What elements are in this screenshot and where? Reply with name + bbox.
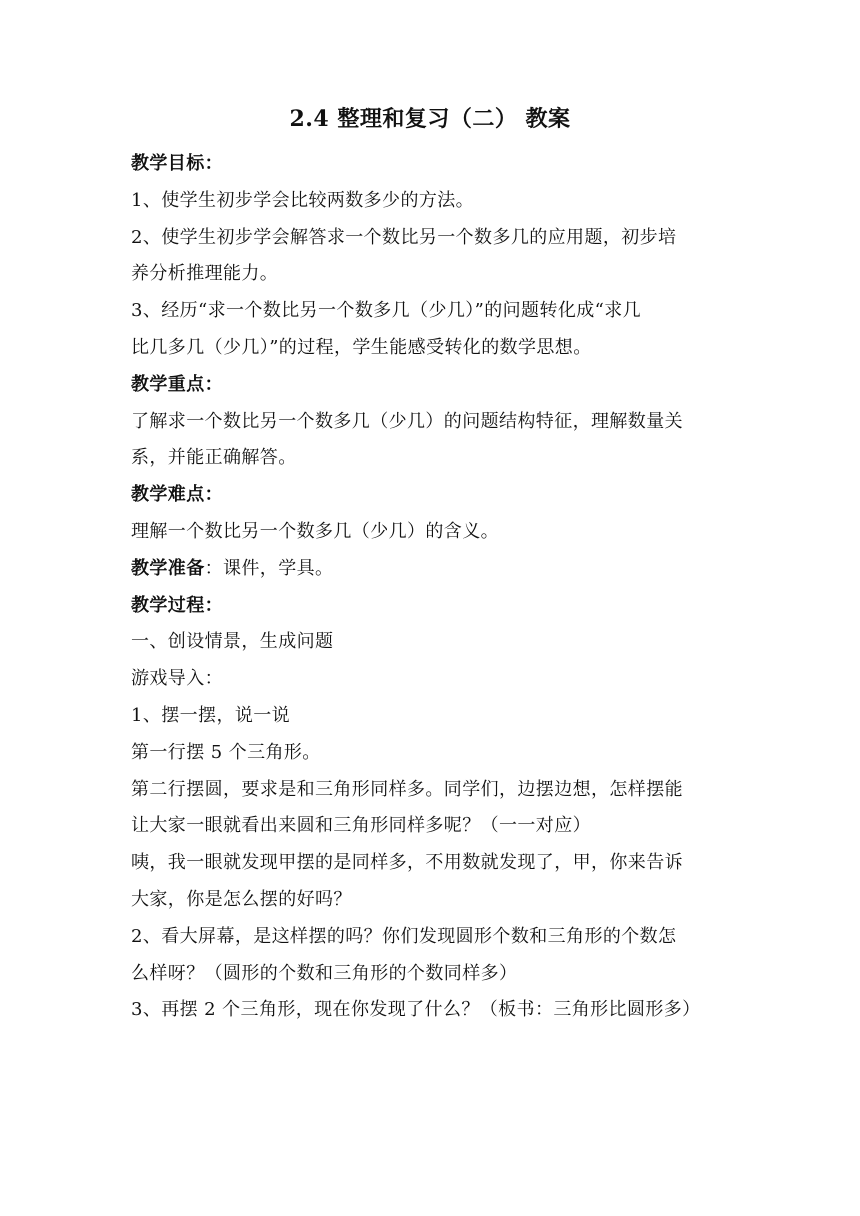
objective-3-line-1: 3、经历“求一个数比另一个数多几（少几）”的问题转化成“求几: [131, 300, 642, 322]
objective-1: 1、使学生初步学会比较两数多少的方法。: [131, 189, 475, 211]
document-body: [131, 146, 731, 1029]
heading-teaching-process: 教学过程：: [131, 594, 223, 616]
section-one-title: 一、创设情景，生成问题: [131, 631, 334, 653]
step-2-line-1: 2、看大屏幕，是这样摆的吗？你们发现圆形个数和三角形的个数怎: [131, 925, 677, 947]
step-1-detail-3-line-1: 咦，我一眼就发现甲摆的是同样多，不用数就发现了，甲，你来告诉: [131, 852, 683, 874]
step-2-line-2: 么样呀？（圆形的个数和三角形的个数同样多）: [131, 962, 518, 984]
heading-difficulties: 教学难点：: [131, 484, 223, 506]
game-intro: 游戏导入：: [131, 668, 223, 690]
step-1: 1、摆一摆，说一说: [131, 704, 291, 726]
objective-2-line-1: 2、使学生初步学会解答求一个数比另一个数多几的应用题，初步培: [131, 226, 677, 248]
step-1-detail-2-line-2: 让大家一眼就看出来圆和三角形同样多呢？（一一对应）: [131, 815, 591, 837]
preparation-text: ：课件，学具。: [204, 557, 334, 579]
step-1-detail-1: 第一行摆 5 个三角形。: [131, 741, 321, 763]
heading-teaching-objectives: 教学目标：: [131, 153, 223, 174]
heading-key-points: 教学重点：: [131, 373, 223, 395]
step-1-detail-2-line-1: 第二行摆圆，要求是和三角形同样多。同学们，边摆边想，怎样摆能: [131, 778, 683, 800]
key-points-line-2: 系，并能正确解答。: [131, 447, 297, 469]
heading-preparation: 教学准备: [131, 557, 205, 579]
objective-2-line-2: 养分析推理能力。: [131, 263, 279, 285]
step-1-detail-3-line-2: 大家，你是怎么摆的好吗？: [131, 888, 352, 910]
preparation-line: [131, 551, 731, 588]
objective-3-line-2: 比几多几（少几）”的过程，学生能感受转化的数学思想。: [131, 336, 592, 358]
step-3: 3、再摆 2 个三角形，现在你发现了什么？（板书：三角形比圆形多）: [131, 999, 701, 1021]
key-points-line-1: 了解求一个数比另一个数多几（少几）的问题结构特征，理解数量关: [131, 410, 683, 432]
document-title: 2.4 整理和复习（二） 教案: [289, 106, 571, 132]
difficulties-text: 理解一个数比另一个数多几（少几）的含义。: [131, 520, 499, 542]
